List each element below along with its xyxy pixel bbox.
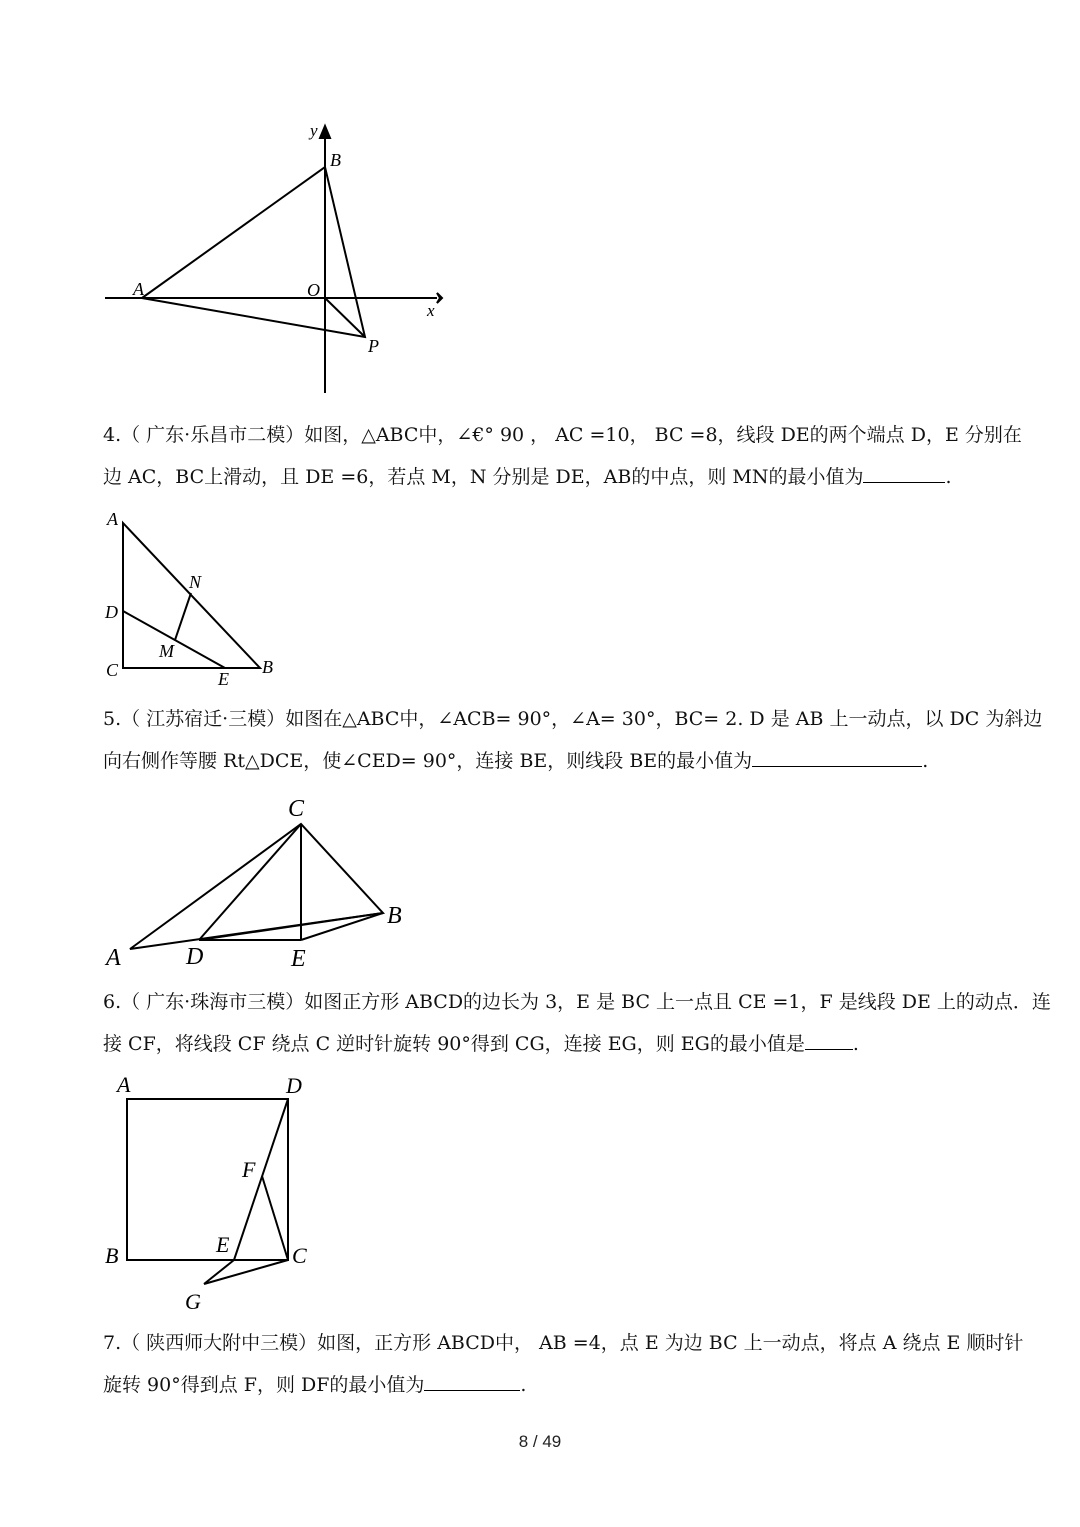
question-6-line-2-text: 接 CF，将线段 CF 绕点 C 逆时针旋转 90°得到 CG，连接 EG，则 EG的最小值是 [103, 1033, 805, 1055]
triangle-abc [130, 824, 383, 949]
label-a: A [133, 279, 144, 299]
label-e: E [291, 946, 306, 972]
question-7-line-1: 7.（ 陕西师大附中三模）如图，正方形 ABCD中， AB =4，点 E 为边 BC 上一动点，将点 A 绕点 E 顺时针 [103, 1332, 1024, 1354]
segment-cg [204, 1260, 288, 1284]
figure-q4-triangle [100, 508, 290, 688]
label-d: D [105, 602, 118, 622]
segment-dc [199, 824, 301, 940]
segment-fc [262, 1176, 288, 1260]
label-c: C [288, 796, 305, 822]
label-b: B [105, 1243, 119, 1268]
question-4-line-2-text: 边 AC，BC上滑动，且 DE =6，若点 M，N 分别是 DE，AB的中点，则 MN的最小值为 [103, 466, 864, 488]
label-d: D [186, 944, 204, 970]
label-f: F [242, 1157, 256, 1182]
label-b: B [387, 903, 402, 929]
question-5-end: . [922, 750, 929, 772]
label-y: y [310, 121, 318, 140]
question-5 [103, 698, 1043, 782]
label-p: P [368, 336, 379, 356]
triangle-abp [142, 167, 365, 337]
label-m: M [159, 641, 174, 661]
label-c: C [106, 660, 119, 680]
page-number: 8 / 49 [518, 1432, 562, 1451]
y-axis-arrow [320, 126, 330, 138]
label-o: O [307, 280, 320, 300]
label-e: E [218, 669, 229, 689]
question-7 [103, 1322, 1024, 1406]
label-a: A [106, 945, 121, 971]
answer-blank[interactable] [863, 460, 945, 483]
segment-eb [301, 913, 383, 940]
question-6-line-2 [103, 1023, 983, 1065]
question-4-line-2 [103, 456, 983, 498]
figure-q6-square [100, 1070, 330, 1315]
segment-de [123, 611, 225, 668]
answer-blank[interactable] [805, 1027, 853, 1050]
label-e: E [216, 1232, 230, 1257]
label-d: D [286, 1073, 302, 1098]
label-b: B [330, 150, 341, 170]
label-n: N [189, 572, 202, 592]
segment-db [199, 913, 383, 940]
question-7-line-2-text: 旋转 90°得到点 F，则 DF的最小值为 [103, 1374, 425, 1396]
question-6-line-1: 6.（ 广东·珠海市三模）如图正方形 ABCD的边长为 3，E 是 BC 上一点且 CE =1，F 是线段 DE 上的动点．连 [103, 991, 1051, 1013]
figure-coordinate-plane [100, 118, 460, 398]
question-5-line-2-text: 向右侧作等腰 Rt△DCE，使∠CED= 90°，连接 BE，则线段 BE的最小值为 [103, 750, 753, 772]
label-a: A [107, 509, 118, 529]
label-g: G [185, 1289, 201, 1314]
question-7-end: . [520, 1374, 527, 1396]
label-b: B [262, 657, 273, 677]
question-5-line-2 [103, 740, 983, 782]
question-7-line-2 [103, 1364, 983, 1406]
question-4 [103, 414, 1022, 498]
answer-blank[interactable] [424, 1368, 520, 1391]
question-6 [103, 981, 1051, 1065]
triangle-abc [123, 523, 260, 668]
x-axis-arrow [437, 293, 442, 303]
question-4-line-1: 4.（ 广东·乐昌市二模）如图，△ABC中，∠€° 90 ， AC =10， BC =8，线段 DE的两个端点 D，E 分别在 [103, 424, 1022, 446]
question-6-end: . [852, 1033, 859, 1055]
segment-mn [175, 593, 191, 640]
answer-blank[interactable] [752, 744, 922, 767]
figure-q5-triangle [100, 790, 420, 975]
label-x: x [427, 301, 435, 320]
label-a: A [117, 1072, 131, 1097]
question-5-line-1: 5.（ 江苏宿迁·三模）如图在△ABC中，∠ACB= 90°，∠A= 30°，BC= 2. D 是 AB 上一动点，以 DC 为斜边 [103, 708, 1043, 730]
question-4-end: . [945, 466, 952, 488]
label-c: C [292, 1243, 307, 1268]
